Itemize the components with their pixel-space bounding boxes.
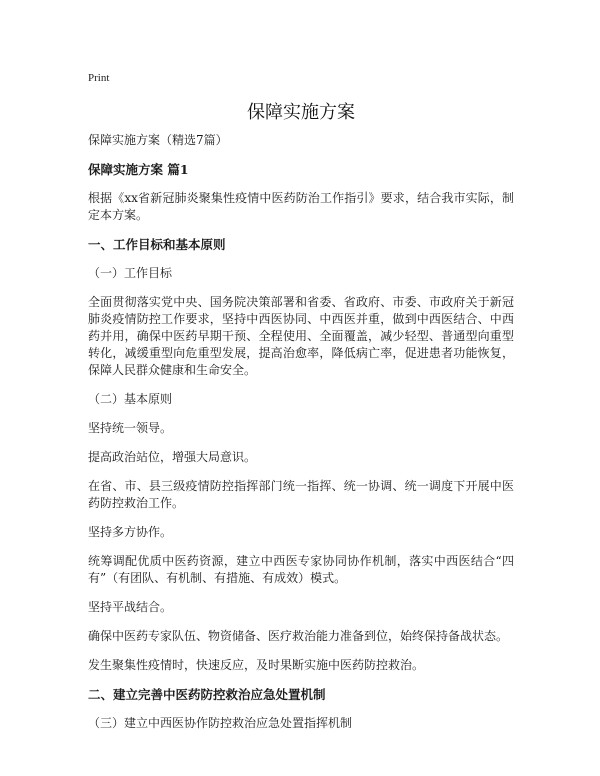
document-body: [88, 132, 514, 744]
print-link[interactable]: Print: [88, 72, 110, 84]
subheading-goal: （一）工作目标: [88, 266, 173, 280]
intro-paragraph: 根据《xx省新冠肺炎聚集性疫情中医药防治工作指引》要求，结合我市实际，制定本方案。: [88, 191, 514, 222]
principle-3-text: 确保中医药专家队伍、物资储备、医疗救治能力准备到位，始终保持备战状态。: [88, 629, 509, 643]
principle-3-detail: 发生聚集性疫情时，快速反应，及时果断实施中医药防控救治。: [88, 658, 425, 672]
principle-2-text: 统筹调配优质中医药资源，建立中西医专家协同协作机制，落实中西医结合“四有”（有团队、有机制、有措施、有成效）模式。: [88, 554, 514, 585]
subheading-principles: （二）基本原则: [88, 392, 173, 406]
principle-2: 坚持多方协作。: [88, 525, 173, 539]
principle-1: 坚持统一领导。: [88, 421, 173, 435]
principle-1-detail: 在省、市、县三级疫情防控指挥部门统一指挥、统一协调、统一调度下开展中医药防控救治工作。: [88, 479, 514, 510]
subheading-command: （三）建立中西医协作防控救治应急处置指挥机制: [88, 716, 353, 730]
heading-1: 一、工作目标和基本原则: [88, 237, 226, 252]
page-title: 保障实施方案: [247, 102, 355, 123]
heading-2: 二、建立完善中医药防控救治应急处置机制: [88, 687, 326, 702]
principle-3: 坚持平战结合。: [88, 600, 173, 614]
principle-1-text: 提高政治站位，增强大局意识。: [88, 450, 257, 464]
goal-paragraph: 全面贯彻落实党中央、国务院决策部署和省委、省政府、市委、市政府关于新冠肺炎疫情防控工作要求，坚持中西医协同、中西医并重，做到中西医结合、中西药并用，确保中医药早期干预、全程使用、全面覆盖，减少轻型、普通型向重型转化，减缓重型向危重型发展，提高治愈率，降低病亡率，促进患者功能恢复，保障人民群众健康和生命安全。: [88, 295, 514, 377]
section-heading: 保障实施方案 篇1: [88, 162, 189, 177]
subtitle: 保障实施方案（精选7篇）: [88, 133, 228, 147]
